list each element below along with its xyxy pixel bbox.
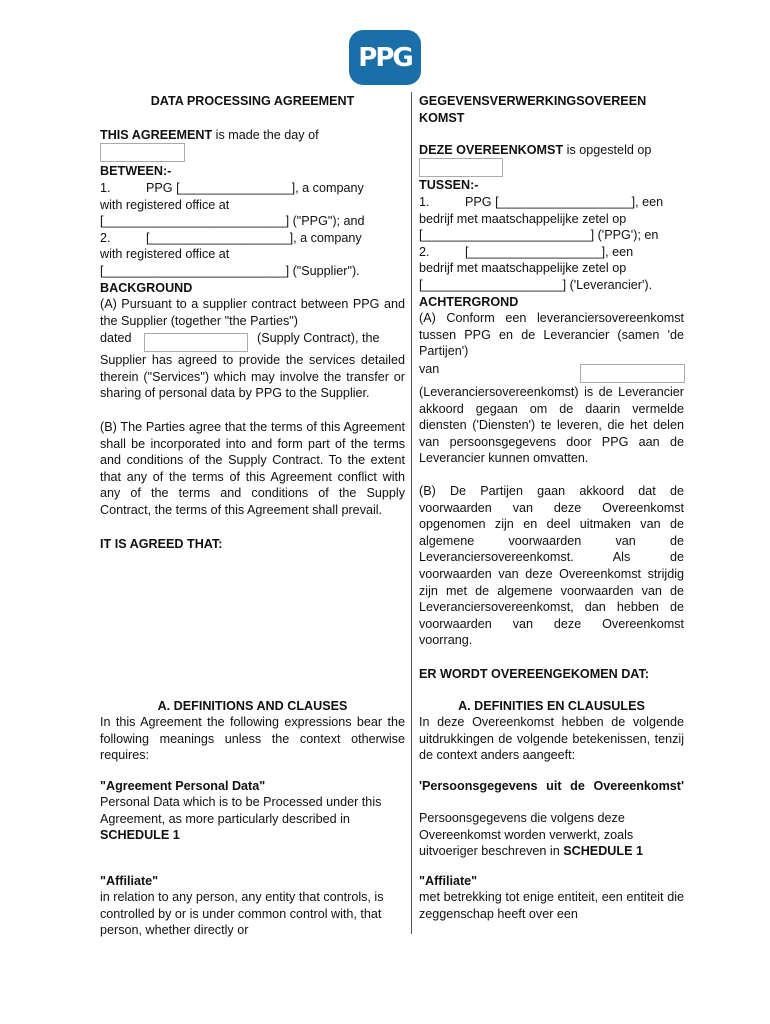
right-background-b: (B) De Partijen gaan akkoord dat de voorwaarden van deze Overeenkomst opgenomen zijn en deel uitmaken van de algemene voorwaarden van de Leveranciersovereenkomst. Als de voorwaarden van deze Overeenkomst strijdig zijn met de algemene voorwaarden van de Leveranciersovereenkomst, dan hebben de voorwaarden van deze Overeenkomst voorrang.	[419, 484, 684, 648]
right-background-a1: (A) Conform een leveranciersovereenkomst tussen PPG en de Leverancier (samen 'de Partijen')	[419, 311, 684, 359]
right-affiliate-text: met betrekking tot enige entiteit, een entiteit die zeggenschap heeft over een	[419, 890, 684, 921]
agreement-date-field[interactable]	[100, 143, 185, 162]
right-definitions-intro: In deze Overeenkomst hebben de volgende uitdrukkingen de volgende betekenissen, tenzij de context anders aangeeft:	[419, 715, 684, 763]
left-apd-text: Personal Data which is to be Processed under this Agreement, as more particularly described in SCHEDULE 1	[100, 795, 382, 843]
left-party1: 1. PPG [________________], a company with registered office at [__________________________] ("PPG"); and 2. [____________________], a company with registered office at [__________________________] ("Supplier").	[100, 181, 365, 278]
right-background-heading: ACHTERGROND	[419, 295, 519, 309]
left-between: BETWEEN:-	[100, 164, 172, 178]
left-background-heading: BACKGROUND	[100, 281, 193, 295]
left-background-b: (B) The Parties agree that the terms of this Agreement shall be incorporated into and form part of the terms and conditions of the Supply Contract. To the extent that any of the terms of this Agreement conflict with any of the terms and conditions of the Supply Contract, the terms of this Agreement shall prevail.	[100, 420, 405, 517]
left-supply-contract-label: (Supply Contract), the	[257, 331, 380, 345]
left-affiliate-title: "Affiliate"	[100, 874, 159, 888]
right-agreed: ER WORDT OVEREENGEKOMEN DAT:	[419, 667, 649, 681]
right-background-a2: (Leveranciersovereenkomst) is de Leverancier akkoord gegaan om de daarin vermelde diensten ('Diensten') te leveren, die het delen van persoonsgegevens door PPG aan de Leverancier kunnen omvatten.	[419, 385, 684, 466]
ppg-logo: PPG	[349, 30, 421, 85]
left-title: DATA PROCESSING AGREEMENT	[150, 94, 355, 108]
left-agreed: IT IS AGREED THAT:	[100, 537, 223, 551]
left-affiliate-text: in relation to any person, any entity that controls, is controlled by or is under common control with, that person, whether directly or	[100, 890, 384, 938]
right-apd-text: Persoonsgegevens die volgens deze Overeenkomst worden verwerkt, zoals uitvoeriger beschreven in SCHEDULE 1	[419, 811, 643, 859]
right-agreement-line: DEZE OVEREENKOMST is opgesteld op	[419, 143, 652, 157]
column-divider	[411, 92, 412, 934]
right-apd-title: 'Persoonsgegevens uit de Overeenkomst'	[419, 779, 684, 793]
overeenkomst-date-field[interactable]	[419, 158, 503, 177]
right-parties: 1. PPG [___________________], een bedrijf met maatschappelijke zetel op [________________________] ('PPG'); en 2. [___________________], een bedrijf met maatschappelijke zetel op [____________________] ('Leverancier').	[419, 195, 664, 292]
right-van-line: van	[419, 362, 440, 376]
left-background-a2: Supplier has agreed to provide the services detailed therein ("Services") which may involve the transfer or sharing of personal data by PPG to the Supplier.	[100, 353, 405, 401]
right-title: GEGEVENSVERWERKINGSOVEREEN KOMST	[419, 94, 647, 125]
left-dated-line: dated	[100, 331, 132, 345]
right-between: TUSSEN:-	[419, 178, 479, 192]
left-apd-title: "Agreement Personal Data"	[100, 779, 266, 793]
right-affiliate-title: "Affiliate"	[419, 874, 478, 888]
left-definitions-heading: A. DEFINITIONS AND CLAUSES	[157, 699, 348, 713]
left-agreement-line: THIS AGREEMENT is made the day of	[100, 128, 319, 142]
right-definitions-heading: A. DEFINITIES EN CLAUSULES	[458, 699, 645, 713]
supply-contract-date-field[interactable]	[144, 333, 248, 352]
left-background-a1: (A) Pursuant to a supplier contract between PPG and the Supplier (together "the Parties")	[100, 297, 405, 328]
left-definitions-intro: In this Agreement the following expressions bear the following meanings unless the context otherwise requires:	[100, 715, 405, 763]
leveranciers-date-field[interactable]	[580, 364, 685, 383]
